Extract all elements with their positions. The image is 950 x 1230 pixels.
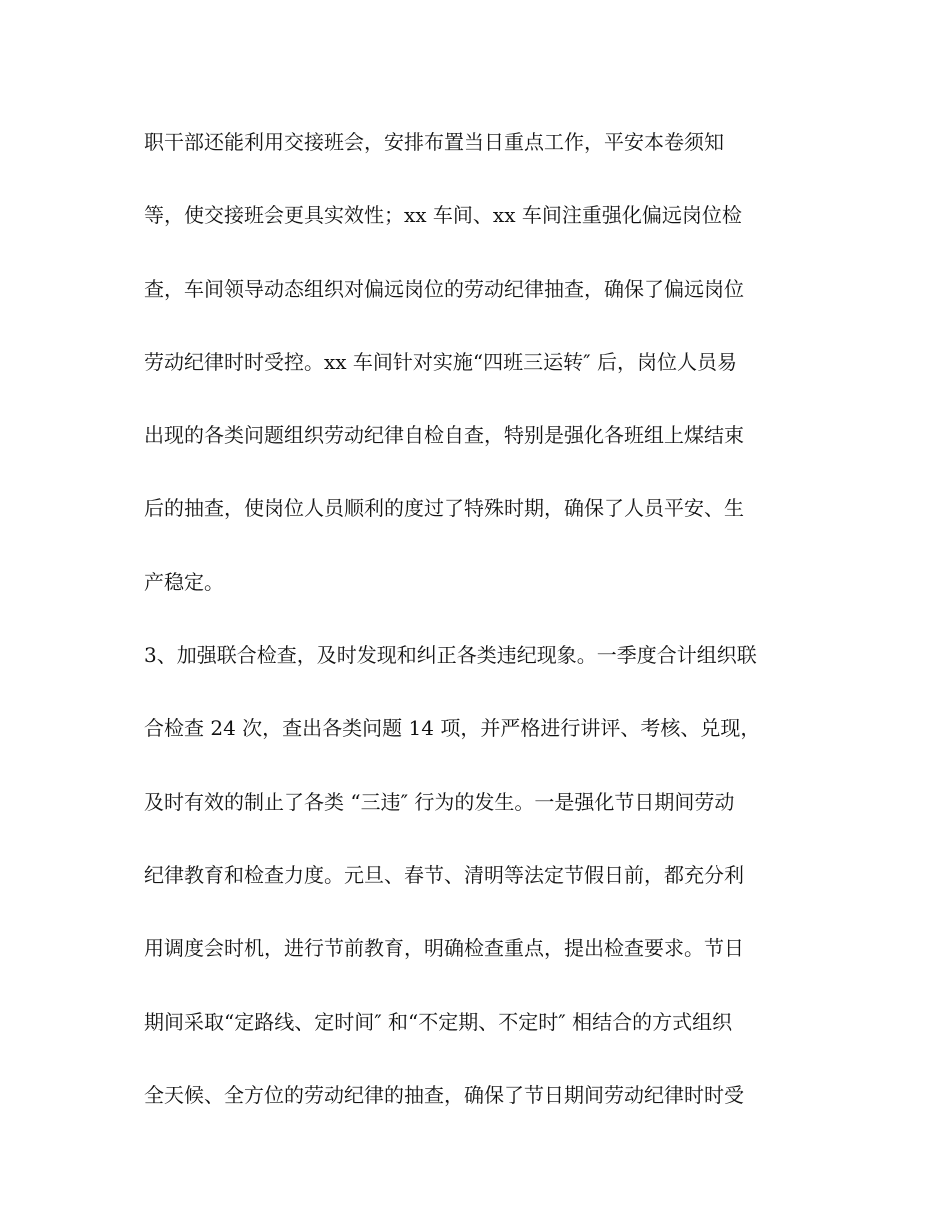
text-line: 查，车间领导动态组织对偏远岗位的劳动纪律抽查，确保了偏远岗位: [144, 276, 744, 301]
body-text: [144, 122, 824, 1148]
section-heading-line: 3、加强联合检查，及时发现和纠正各类违纪现象。一季度合计组织联: [144, 643, 757, 668]
text-line: 产稳定。: [144, 569, 224, 594]
text-line: 纪律教育和检查力度。元旦、春节、清明等法定节假日前，都充分利: [144, 862, 744, 887]
text-line: 合检查 24 次，查出各类问题 14 项，并严格进行讲评、考核、兑现，: [144, 716, 761, 741]
text-line: 及时有效的制止了各类 “三违″ 行为的发生。一是强化节日期间劳动: [144, 789, 735, 814]
text-line: 后的抽查，使岗位人员顺利的度过了特殊时期，确保了人员平安、生: [144, 496, 744, 521]
text-line: 职干部还能利用交接班会，安排布置当日重点工作，平安本卷须知: [144, 130, 724, 154]
text-line: 出现的各类问题组织劳动纪律自检自查，特别是强化各班组上煤结束: [144, 423, 744, 448]
text-line: 期间采取“定路线、定时间″ 和“不定期、不定时″ 相结合的方式组织: [144, 1009, 733, 1034]
text-line: 等，使交接班会更具实效性；xx 车间、xx 车间注重强化偏远岗位检: [144, 203, 742, 228]
text-line: 劳动纪律时时受控。xx 车间针对实施“四班三运转″ 后，岗位人员易: [144, 349, 737, 374]
text-line: 用调度会时机，进行节前教育，明确检查重点，提出检查要求。节日: [144, 936, 744, 961]
text-line: 全天候、全方位的劳动纪律的抽查，确保了节日期间劳动纪律时时受: [144, 1082, 744, 1107]
